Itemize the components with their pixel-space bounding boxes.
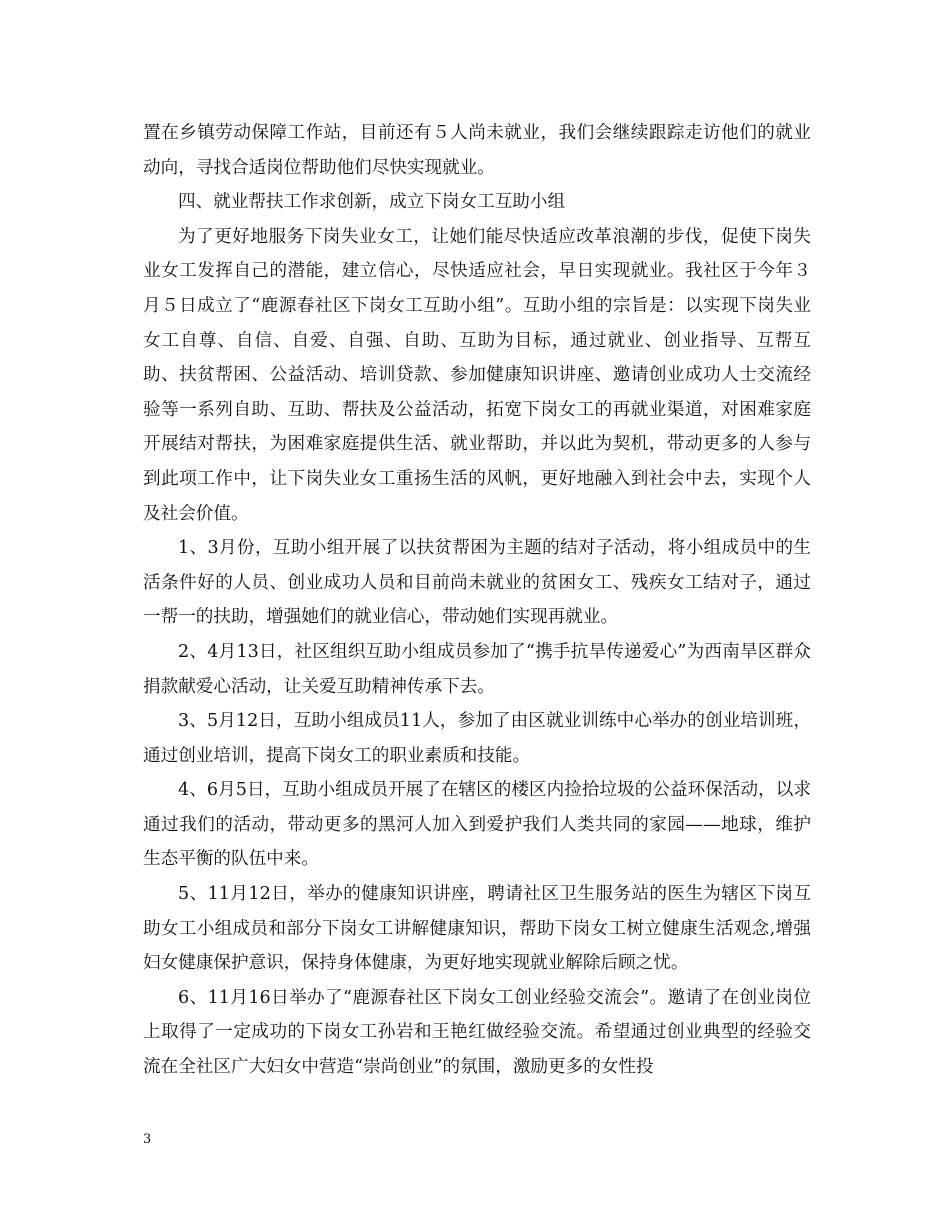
paragraph-continuation: 置在乡镇劳动保障工作站，目前还有５人尚未就业，我们会继续跟踪走访他们的就业动向，寻找合适岗位帮助他们尽快实现就业。	[143, 123, 811, 178]
paragraph-intro: 为了更好地服务下岗失业女工，让她们能尽快适应改革浪潮的步伐，促使下岗失业女工发挥自己的潜能，建立信心，尽快适应社会，早日实现就业。我社区于今年３月５日成立了“鹿源春社区下岗女工互助小组”。互助小组的宗旨是：以实现下岗失业女工自尊、自信、自爱、自强、自助、互助为目标，通过就业、创业指导、互帮互助、扶贫帮困、公益活动、培训贷款、参加健康知识讲座、邀请创业成功人士交流经验等一系列自助、互助、帮扶及公益活动，拓宽下岗女工的再就业渠道，对困难家庭开展结对帮扶，为困难家庭提供生活、就业帮助，并以此为契机，带动更多的人参与到此项工作中，让下岗失业女工重扬生活的风帆，更好地融入到社会中去，实现个人及社会价值。	[143, 226, 811, 524]
document-body	[143, 116, 811, 1085]
list-item-4: 4、6月5日，互助小组成员开展了在辖区的楼区内捡拾垃圾的公益环保活动，以求通过我们的活动，带动更多的黑河人加入到爱护我们人类共同的家园——地球，维护生态平衡的队伍中来。	[143, 780, 811, 870]
list-item-1: 1、3月份，互助小组开展了以扶贫帮困为主题的结对子活动，将小组成员中的生活条件好的人员、创业成功人员和目前尚未就业的贫困女工、残疾女工结对子，通过一帮一的扶助，增强她们的就业信心，带动她们实现再就业。	[143, 538, 811, 628]
list-item-3: 3、5月12日，互助小组成员11人，参加了由区就业训练中心举办的创业培训班，通过创业培训，提高下岗女工的职业素质和技能。	[143, 711, 811, 766]
section-heading-four: 四、就业帮扶工作求创新，成立下岗女工互助小组	[178, 192, 566, 213]
list-item-5: 5、11月12日，举办的健康知识讲座，聘请社区卫生服务站的医生为辖区下岗互助女工小组成员和部分下岗女工讲解健康知识，帮助下岗女工树立健康生活观念,增强妇女健康保护意识，保持身体健康，为更好地实现就业解除后顾之忧。	[143, 884, 811, 974]
list-item-6: 6、11月16日举办了“鹿源春社区下岗女工创业经验交流会”。邀请了在创业岗位上取得了一定成功的下岗女工孙岩和王艳红做经验交流。希望通过创业典型的经验交流在全社区广大妇女中营造“崇尚创业”的氛围，激励更多的女性投	[143, 987, 811, 1078]
list-item-2: 2、4月13日，社区组织互助小组成员参加了“携手抗旱传递爱心”为西南旱区群众捐款献爱心活动，让关爱互助精神传承下去。	[143, 641, 811, 697]
page-number: 3	[143, 1132, 152, 1147]
